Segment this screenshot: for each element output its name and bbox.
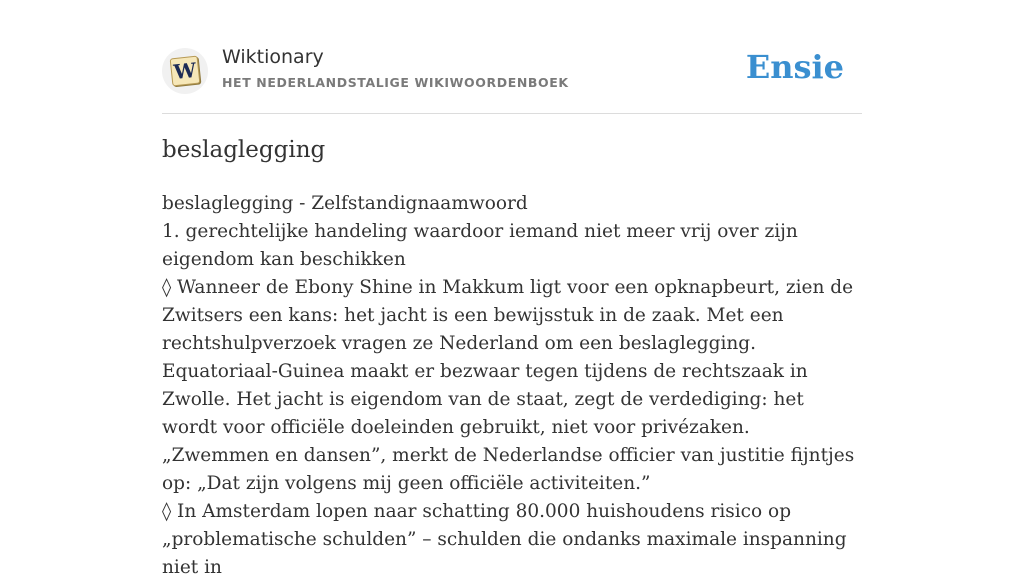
example-sentence: ◊ In Amsterdam lopen naar schatting 80.000 huishoudens risico op „problematische schulden” – schulden die ondanks maximale inspanning niet in — [162, 501, 847, 578]
wiktionary-logo[interactable] — [162, 48, 208, 94]
site-subtitle: HET NEDERLANDSTALIGE WIKIWOORDENBOEK — [222, 75, 569, 90]
wiktionary-logo-icon: W — [170, 56, 201, 87]
ensie-brand-logo[interactable]: Ensie — [745, 48, 844, 86]
example-sentence: ◊ Wanneer de Ebony Shine in Makkum ligt voor een opknapbeurt, zien de Zwitsers een kans: het jacht is een bewijsstuk in de zaak. Met een rechtshulpverzoek vragen ze Nederland om een beslaglegging. Equatoriaal-Guinea maakt er bezwaar tegen tijdens de rechtszaak in Zwolle. Het jacht is eigendom van de staat, zegt de verdediging: het wordt voor officiële doeleinden gebruikt, niet voor privézaken. „Zwemmen en dansen”, merkt de Nederlandse officier van justitie fijntjes op: „Dat zijn volgens mij geen officiële activiteiten.” — [162, 277, 855, 494]
part-of-speech-line: beslaglegging - Zelfstandignaamwoord — [162, 193, 528, 214]
definition-text: 1. gerechtelijke handeling waardoor iemand niet meer vrij over zijn eigendom kan beschikken — [162, 221, 798, 270]
site-name[interactable]: Wiktionary — [222, 46, 324, 68]
entry-content — [162, 190, 862, 582]
page-title: beslaglegging — [162, 137, 326, 163]
site-header — [162, 44, 862, 114]
